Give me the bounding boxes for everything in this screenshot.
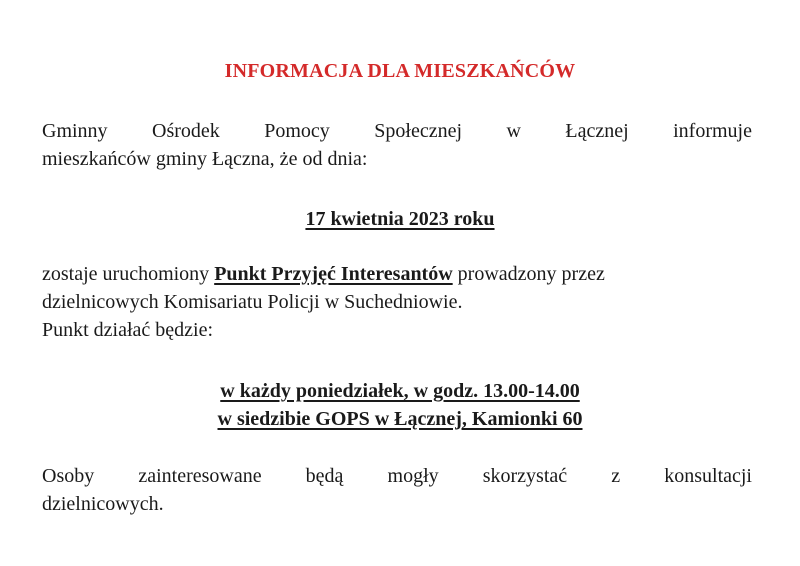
closing-line-1: Osoby zainteresowane będą mogły skorzystać z konsultacji [42,465,752,487]
closing-line-2: dzielnicowych. [42,493,164,515]
body-line-3: Punkt działać będzie: [42,319,214,341]
intro-line-2: mieszkańców gminy Łączna, że od dnia: [42,148,368,170]
schedule-time: w każdy poniedziałek, w godz. 13.00-14.00 [220,380,580,402]
body-prefix: zostaje uruchomiony [42,263,215,285]
intro-paragraph [42,117,752,173]
closing-paragraph [42,462,752,518]
office-name: Punkt Przyjęć Interesantów [214,263,453,285]
document-title: INFORMACJA DLA MIESZKAŃCÓW [224,60,576,82]
body-paragraph [42,260,752,344]
body-suffix: prowadzony przez [452,263,605,285]
intro-line-1: Gminny Ośrodek Pomocy Społecznej w Łącznej informuje [42,120,752,142]
schedule-location: w siedzibie GOPS w Łącznej, Kamionki 60 [217,408,583,430]
start-date: 17 kwietnia 2023 roku [305,208,495,230]
body-line-2: dzielnicowych Komisariatu Policji w Suchedniowie. [42,291,463,313]
body-line-1 [42,260,752,288]
